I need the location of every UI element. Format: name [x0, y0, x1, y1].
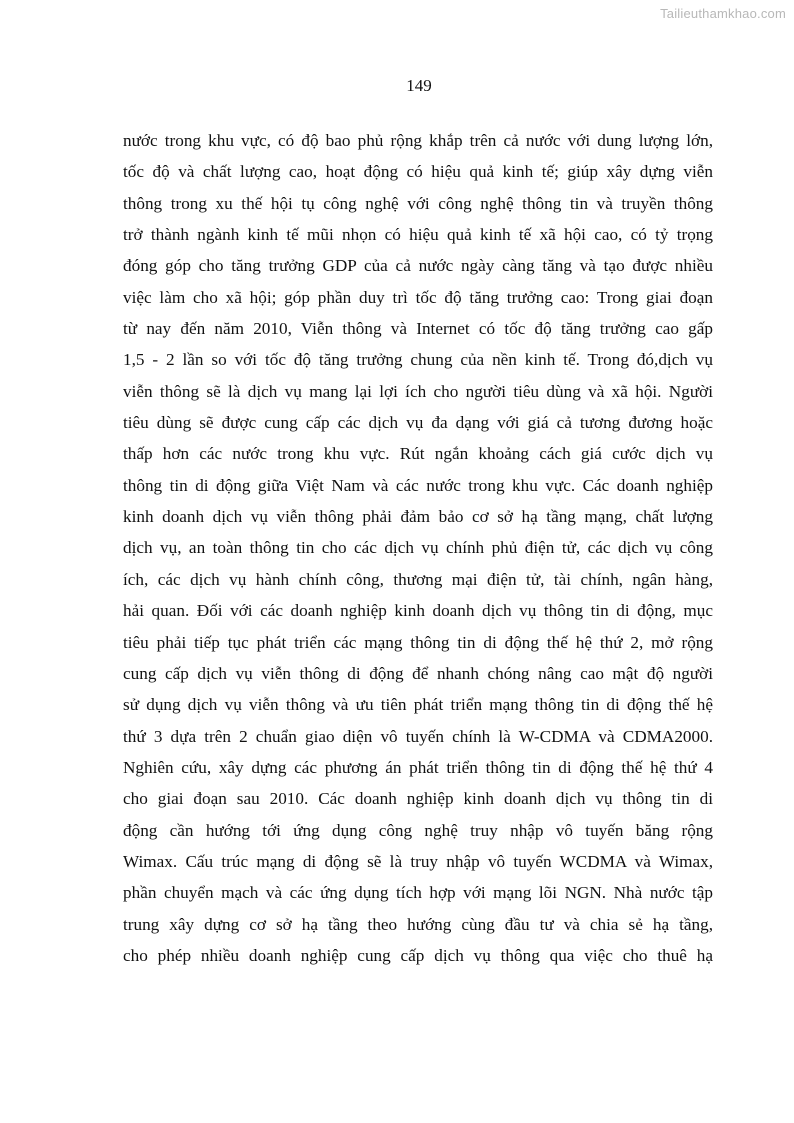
text-line: Wimax. Cấu trúc mạng di động sẽ là truy nhập vô tuyến WCDMA và Wimax,: [123, 851, 713, 871]
text-line: việc làm cho xã hội; góp phần duy trì tốc độ tăng trưởng cao: Trong giai đoạn: [123, 287, 713, 307]
text-line: nước trong khu vực, có độ bao phủ rộng khắp trên cả nước với dung lượng lớn,: [123, 131, 713, 150]
text-line: động cần hướng tới ứng dụng công nghệ truy nhập vô tuyến băng rộng: [123, 820, 713, 840]
body-paragraph: [123, 125, 713, 971]
text-line: thông trong xu thế hội tụ công nghệ với công nghệ thông tin và truyền thông: [123, 193, 713, 213]
text-line: thứ 3 dựa trên 2 chuẩn giao diện vô tuyến chính là W-CDMA và CDMA2000.: [123, 726, 713, 746]
text-line: từ nay đến năm 2010, Viễn thông và Internet có tốc độ tăng trưởng cao gấp: [123, 319, 713, 339]
text-line: viễn thông sẽ là dịch vụ mang lại lợi ích cho người tiêu dùng và xã hội. Người: [123, 381, 713, 401]
text-line: cho phép nhiều doanh nghiệp cung cấp dịch vụ thông qua việc cho thuê hạ: [123, 945, 713, 965]
text-line: cung cấp dịch vụ viễn thông di động để nhanh chóng nâng cao mật độ người: [123, 663, 713, 683]
text-line: dịch vụ, an toàn thông tin cho các dịch vụ chính phủ điện tử, các dịch vụ công: [123, 538, 713, 558]
text-line: thông tin di động giữa Việt Nam và các nước trong khu vực. Các doanh nghiệp: [123, 475, 713, 495]
page-number: 149: [406, 76, 432, 95]
text-line: thấp hơn các nước trong khu vực. Rút ngắn khoảng cách giá cước dịch vụ: [123, 444, 713, 464]
text-line: hải quan. Đối với các doanh nghiệp kinh doanh dịch vụ thông tin di động, mục: [123, 601, 713, 621]
text-line: sử dụng dịch vụ viễn thông và ưu tiên phát triển mạng thông tin di động thế hệ: [123, 695, 713, 715]
text-line: phần chuyển mạch và các ứng dụng tích hợp với mạng lõi NGN. Nhà nước tập: [123, 883, 713, 903]
text-line: Nghiên cứu, xây dựng các phương án phát triển thông tin di động thế hệ thứ 4: [123, 757, 713, 777]
text-line: đóng góp cho tăng trưởng GDP của cả nước ngày càng tăng và tạo được nhiều: [123, 256, 713, 276]
text-line: trung xây dựng cơ sở hạ tầng theo hướng cùng đầu tư và chia sẻ hạ tầng,: [123, 914, 713, 934]
text-line: tốc độ và chất lượng cao, hoạt động có hiệu quả kinh tế; giúp xây dựng viễn: [123, 162, 713, 182]
text-line: trở thành ngành kinh tế mũi nhọn có hiệu quả kinh tế xã hội cao, có tỷ trọng: [123, 225, 713, 245]
text-line: tiêu dùng sẽ được cung cấp các dịch vụ đa dạng với giá cả tương đương hoặc: [123, 413, 713, 433]
text-line: 1,5 - 2 lần so với tốc độ tăng trưởng chung của nền kinh tế. Trong đó,dịch vụ: [123, 350, 713, 370]
text-line: ích, các dịch vụ hành chính công, thương mại điện tử, tài chính, ngân hàng,: [123, 569, 713, 589]
watermark: Tailieuthamkhao.com: [660, 6, 786, 21]
text-line: tiêu phải tiếp tục phát triển các mạng thông tin di động thế hệ thứ 2, mở rộng: [123, 632, 713, 652]
text-line: kinh doanh dịch vụ viễn thông phải đảm bảo cơ sở hạ tầng mạng, chất lượng: [123, 507, 713, 527]
text-line: cho giai đoạn sau 2010. Các doanh nghiệp kinh doanh dịch vụ thông tin di: [123, 789, 713, 809]
